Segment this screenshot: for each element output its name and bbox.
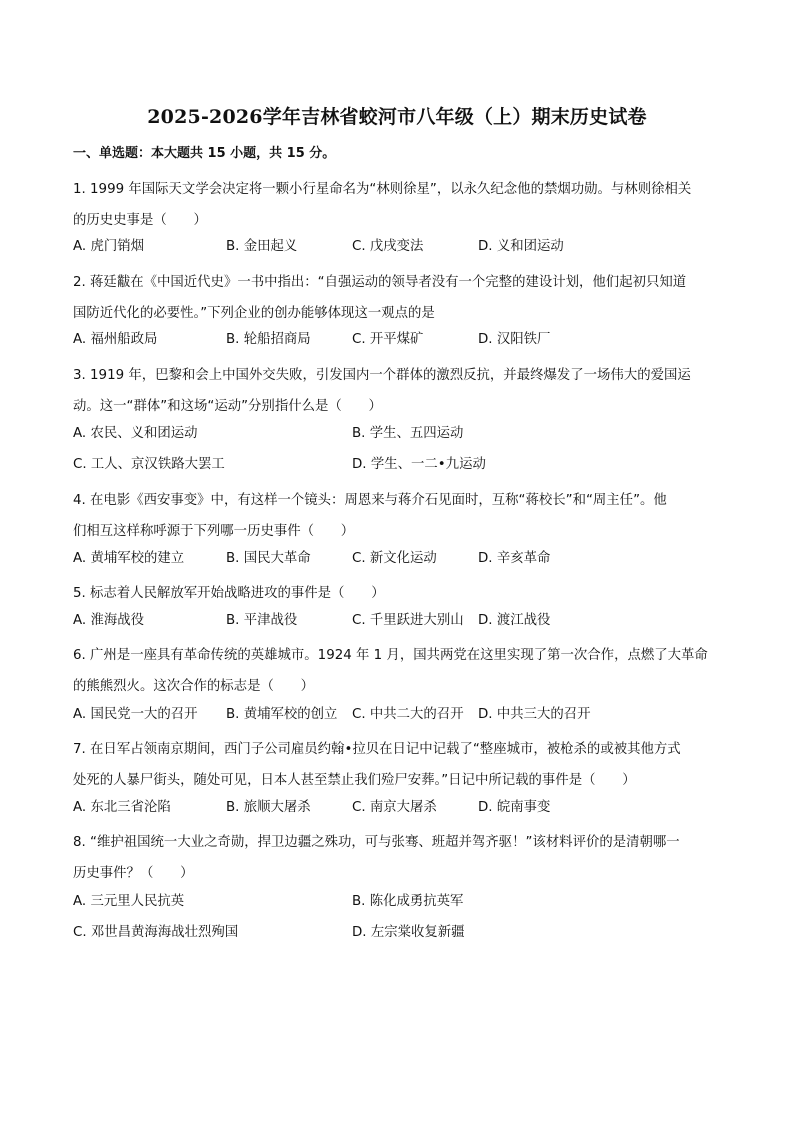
options-1 — [73, 236, 723, 258]
question-line: 国防近代化的必要性。”下列企业的创办能够体现这一观点的是 — [73, 306, 435, 321]
option-c: C. 中共二大的召开 — [352, 707, 464, 722]
option-a: A. 淮海战役 — [73, 613, 144, 628]
option-b: B. 轮船招商局 — [226, 332, 311, 347]
option-a: A. 黄埔军校的建立 — [73, 551, 185, 566]
options-2 — [73, 329, 723, 351]
options-5 — [73, 610, 723, 632]
option-b: B. 陈化成勇抗英军 — [352, 894, 464, 909]
option-d: D. 义和团运动 — [478, 239, 564, 254]
option-d: D. 皖南事变 — [478, 800, 551, 815]
options-3a — [73, 423, 723, 445]
option-c: C. 千里跃进大别山 — [352, 613, 464, 628]
question-5 — [73, 578, 723, 609]
question-line: 的熊熊烈火。这次合作的标志是（ ） — [73, 679, 315, 694]
question-1 — [73, 174, 723, 236]
option-b: B. 金田起义 — [226, 239, 298, 254]
question-2 — [73, 267, 723, 329]
option-d: D. 辛亥革命 — [478, 551, 551, 566]
option-a: A. 虎门销烟 — [73, 239, 144, 254]
options-4 — [73, 548, 723, 570]
question-7 — [73, 734, 723, 796]
option-c: C. 邓世昌黄海海战壮烈殉国 — [73, 925, 239, 940]
question-line: 们相互这样称呼源于下列哪一历史事件（ ） — [73, 524, 355, 539]
question-line: 动。这一“群体”和这场“运动”分别指什么是（ ） — [73, 399, 382, 414]
question-line: 7. 在日军占领南京期间，西门子公司雇员约翰•拉贝在日记中记载了“整座城市，被枪杀的或被其他方式 — [73, 742, 681, 757]
option-a: A. 国民党一大的召开 — [73, 707, 198, 722]
question-line: 的历史史事是（ ） — [73, 213, 207, 228]
exam-title: 2025-2026学年吉林省蛟河市八年级（上）期末历史试卷 — [147, 106, 647, 128]
option-b: B. 学生、五四运动 — [352, 426, 464, 441]
option-d: D. 汉阳铁厂 — [478, 332, 551, 347]
option-c: C. 戊戌变法 — [352, 239, 424, 254]
options-6 — [73, 704, 723, 726]
option-d: D. 左宗棠收复新疆 — [352, 925, 465, 940]
question-line: 历史事件？（ ） — [73, 866, 194, 881]
option-b: B. 旅顺大屠杀 — [226, 800, 311, 815]
section-heading: 一、单选题：本大题共 15 小题，共 15 分。 — [73, 146, 336, 161]
question-line: 3. 1919 年，巴黎和会上中国外交失败，引发国内一个群体的激烈反抗，并最终爆发了一场伟大的爱国运 — [73, 368, 691, 383]
option-d: D. 中共三大的召开 — [478, 707, 591, 722]
option-a: A. 三元里人民抗英 — [73, 894, 185, 909]
question-8 — [73, 827, 723, 889]
option-c: C. 新文化运动 — [352, 551, 437, 566]
question-line: 8. “维护祖国统一大业之奇勋，捍卫边疆之殊功，可与张骞、班超并驾齐驱！”该材料评价的是清朝哪一 — [73, 835, 680, 850]
options-8a — [73, 891, 723, 913]
question-3 — [73, 360, 723, 422]
question-line: 5. 标志着人民解放军开始战略进攻的事件是（ ） — [73, 586, 385, 601]
option-b: B. 黄埔军校的创立 — [226, 707, 338, 722]
question-6 — [73, 640, 723, 702]
option-c: C. 南京大屠杀 — [352, 800, 437, 815]
option-c: C. 开平煤矿 — [352, 332, 424, 347]
question-line: 4. 在电影《西安事变》中，有这样一个镜头：周恩来与蒋介石见面时，互称“蒋校长”和“周主任”。他 — [73, 493, 667, 508]
options-8b — [73, 922, 723, 944]
question-line: 1. 1999 年国际天文学会决定将一颗小行星命名为“林则徐星”，以永久纪念他的禁烟功勋。与林则徐相关 — [73, 182, 692, 197]
option-c: C. 工人、京汉铁路大罢工 — [73, 457, 225, 472]
option-a: A. 农民、义和团运动 — [73, 426, 198, 441]
option-d: D. 渡江战役 — [478, 613, 551, 628]
question-line: 6. 广州是一座具有革命传统的英雄城市。1924 年 1 月，国共两党在这里实现了第一次合作，点燃了大革命 — [73, 648, 708, 663]
options-7 — [73, 797, 723, 819]
question-line: 处死的人暴尸街头，随处可见，日本人甚至禁止我们殓尸安葬。”日记中所记载的事件是（ ） — [73, 773, 636, 788]
option-a: A. 福州船政局 — [73, 332, 158, 347]
options-3b — [73, 454, 723, 476]
question-4 — [73, 485, 723, 547]
option-d: D. 学生、一二•九运动 — [352, 457, 486, 472]
option-b: B. 平津战役 — [226, 613, 298, 628]
question-line: 2. 蒋廷黻在《中国近代史》一书中指出：“自强运动的领导者没有一个完整的建设计划，他们起初只知道 — [73, 275, 687, 290]
option-b: B. 国民大革命 — [226, 551, 311, 566]
option-a: A. 东北三省沦陷 — [73, 800, 171, 815]
